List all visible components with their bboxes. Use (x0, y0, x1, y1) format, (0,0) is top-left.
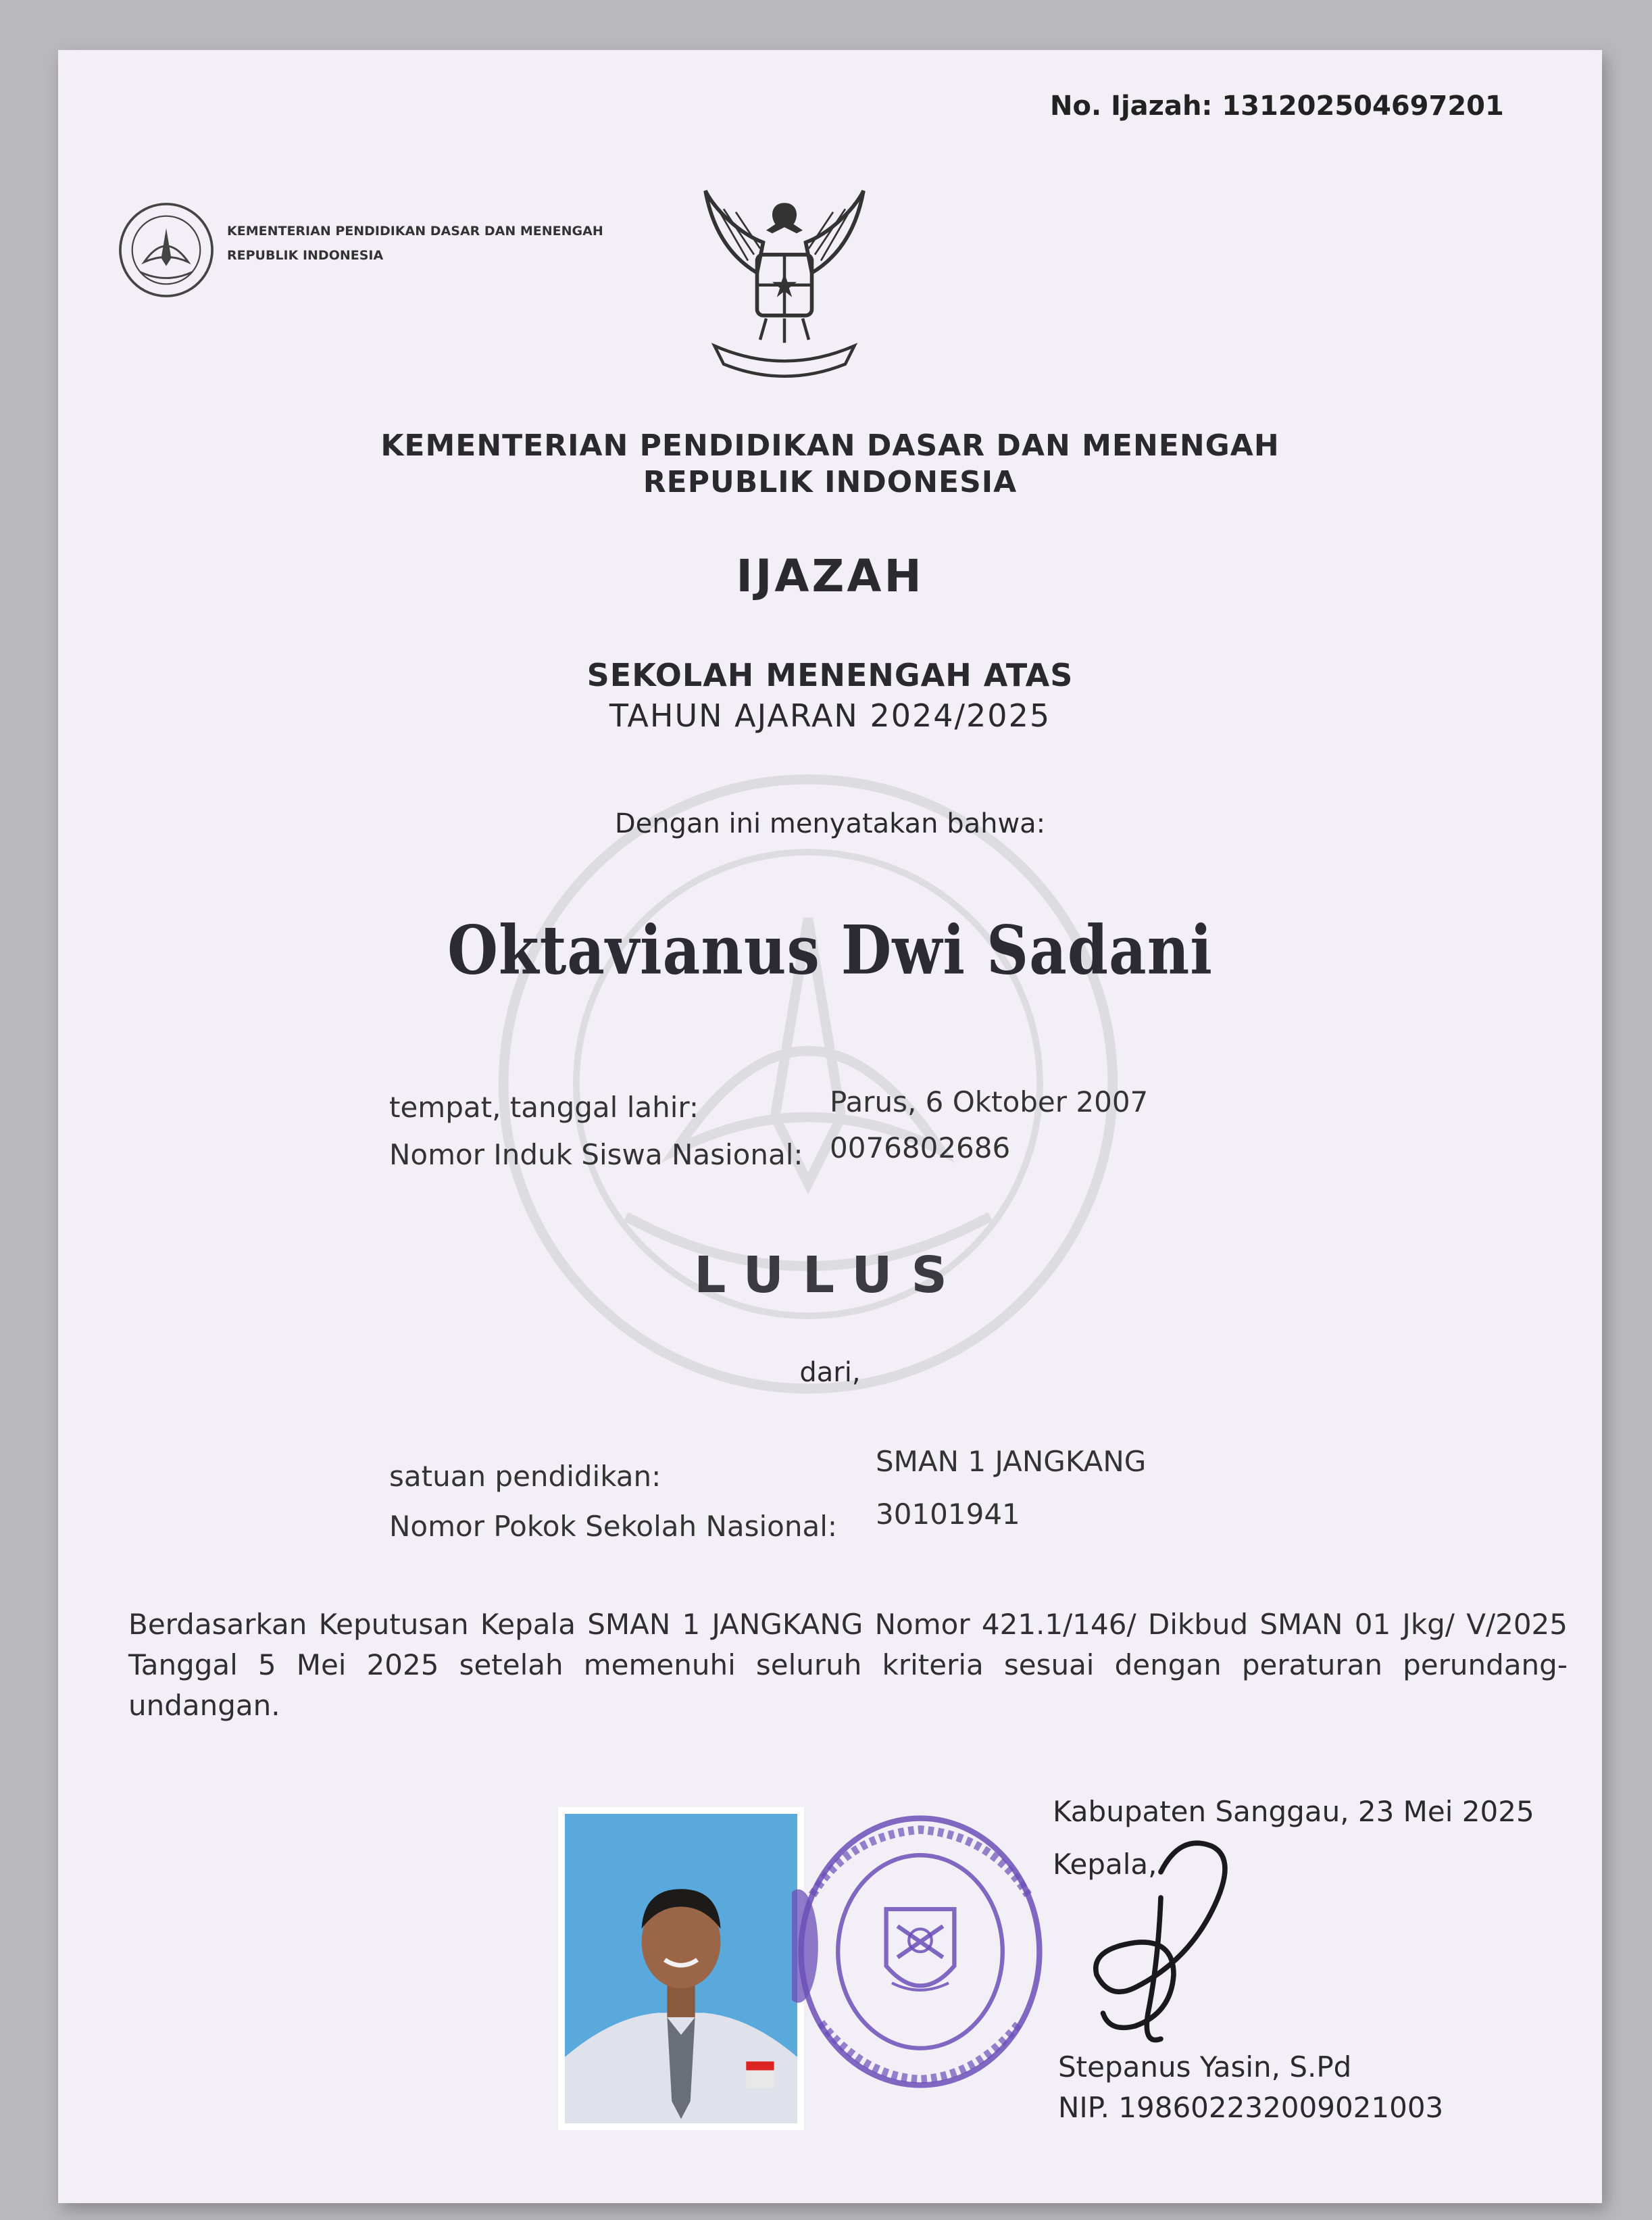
student-photo (558, 1807, 804, 2130)
nisn-value: 0076802686 (830, 1131, 1011, 1164)
garuda-emblem-icon (693, 185, 876, 388)
signer-nip: NIP. 198602232009021003 (1058, 2091, 1444, 2124)
academic-year: TAHUN AJARAN 2024/2025 (609, 697, 1051, 734)
graduation-status: LULUS (694, 1246, 966, 1304)
ministry-title-line-2: REPUBLIK INDONESIA (643, 465, 1018, 499)
from-text: dari, (799, 1357, 861, 1388)
birth-value: Parus, 6 Oktober 2007 (830, 1085, 1149, 1118)
signer-name: Stepanus Yasin, S.Pd (1058, 2050, 1352, 2083)
signer-position: Kepala, (1053, 1848, 1157, 1881)
birth-label: tempat, tanggal lahir: (389, 1091, 699, 1124)
ministry-small-line-1: KEMENTERIAN PENDIDIKAN DASAR DAN MENENGAH (227, 224, 603, 239)
npsn-value: 30101941 (876, 1498, 1020, 1531)
tutwuri-watermark-icon (477, 753, 1139, 1415)
student-portrait-icon (565, 1814, 797, 2123)
document-title: IJAZAH (736, 550, 924, 602)
npsn-label: Nomor Pokok Sekolah Nasional: (389, 1510, 838, 1543)
handwritten-signature-icon (1058, 1821, 1315, 2077)
intro-text: Dengan ini menyatakan bahwa: (614, 808, 1046, 839)
school-level: SEKOLAH MENENGAH ATAS (586, 657, 1074, 693)
ministry-title-line-1: KEMENTERIAN PENDIDIKAN DASAR DAN MENENGAH (380, 428, 1280, 463)
certificate-paper (58, 50, 1602, 2203)
official-stamp-icon (792, 1810, 1049, 2094)
ministry-small-line-2: REPUBLIK INDONESIA (227, 248, 384, 263)
school-label: satuan pendidikan: (389, 1460, 661, 1493)
ijazah-number: No. Ijazah: 131202504697201 (1050, 91, 1504, 122)
student-name: Oktavianus Dwi Sadani (447, 911, 1213, 990)
school-value: SMAN 1 JANGKANG (876, 1445, 1147, 1478)
nisn-label: Nomor Induk Siswa Nasional: (389, 1138, 803, 1171)
tutwuri-logo-icon (116, 200, 216, 300)
ministry-small-label (227, 219, 603, 268)
decree-text: Berdasarkan Keputusan Kepala SMAN 1 JANGKANG Nomor 421.1/146/ Dikbud SMAN 01 Jkg/ V/2025 Tanggal 5 Mei 2025 setelah memenuhi seluruh kriteria sesuai dengan peraturan perundang-undangan. (128, 1608, 1568, 1722)
place-date: Kabupaten Sanggau, 23 Mei 2025 (1053, 1795, 1534, 1828)
